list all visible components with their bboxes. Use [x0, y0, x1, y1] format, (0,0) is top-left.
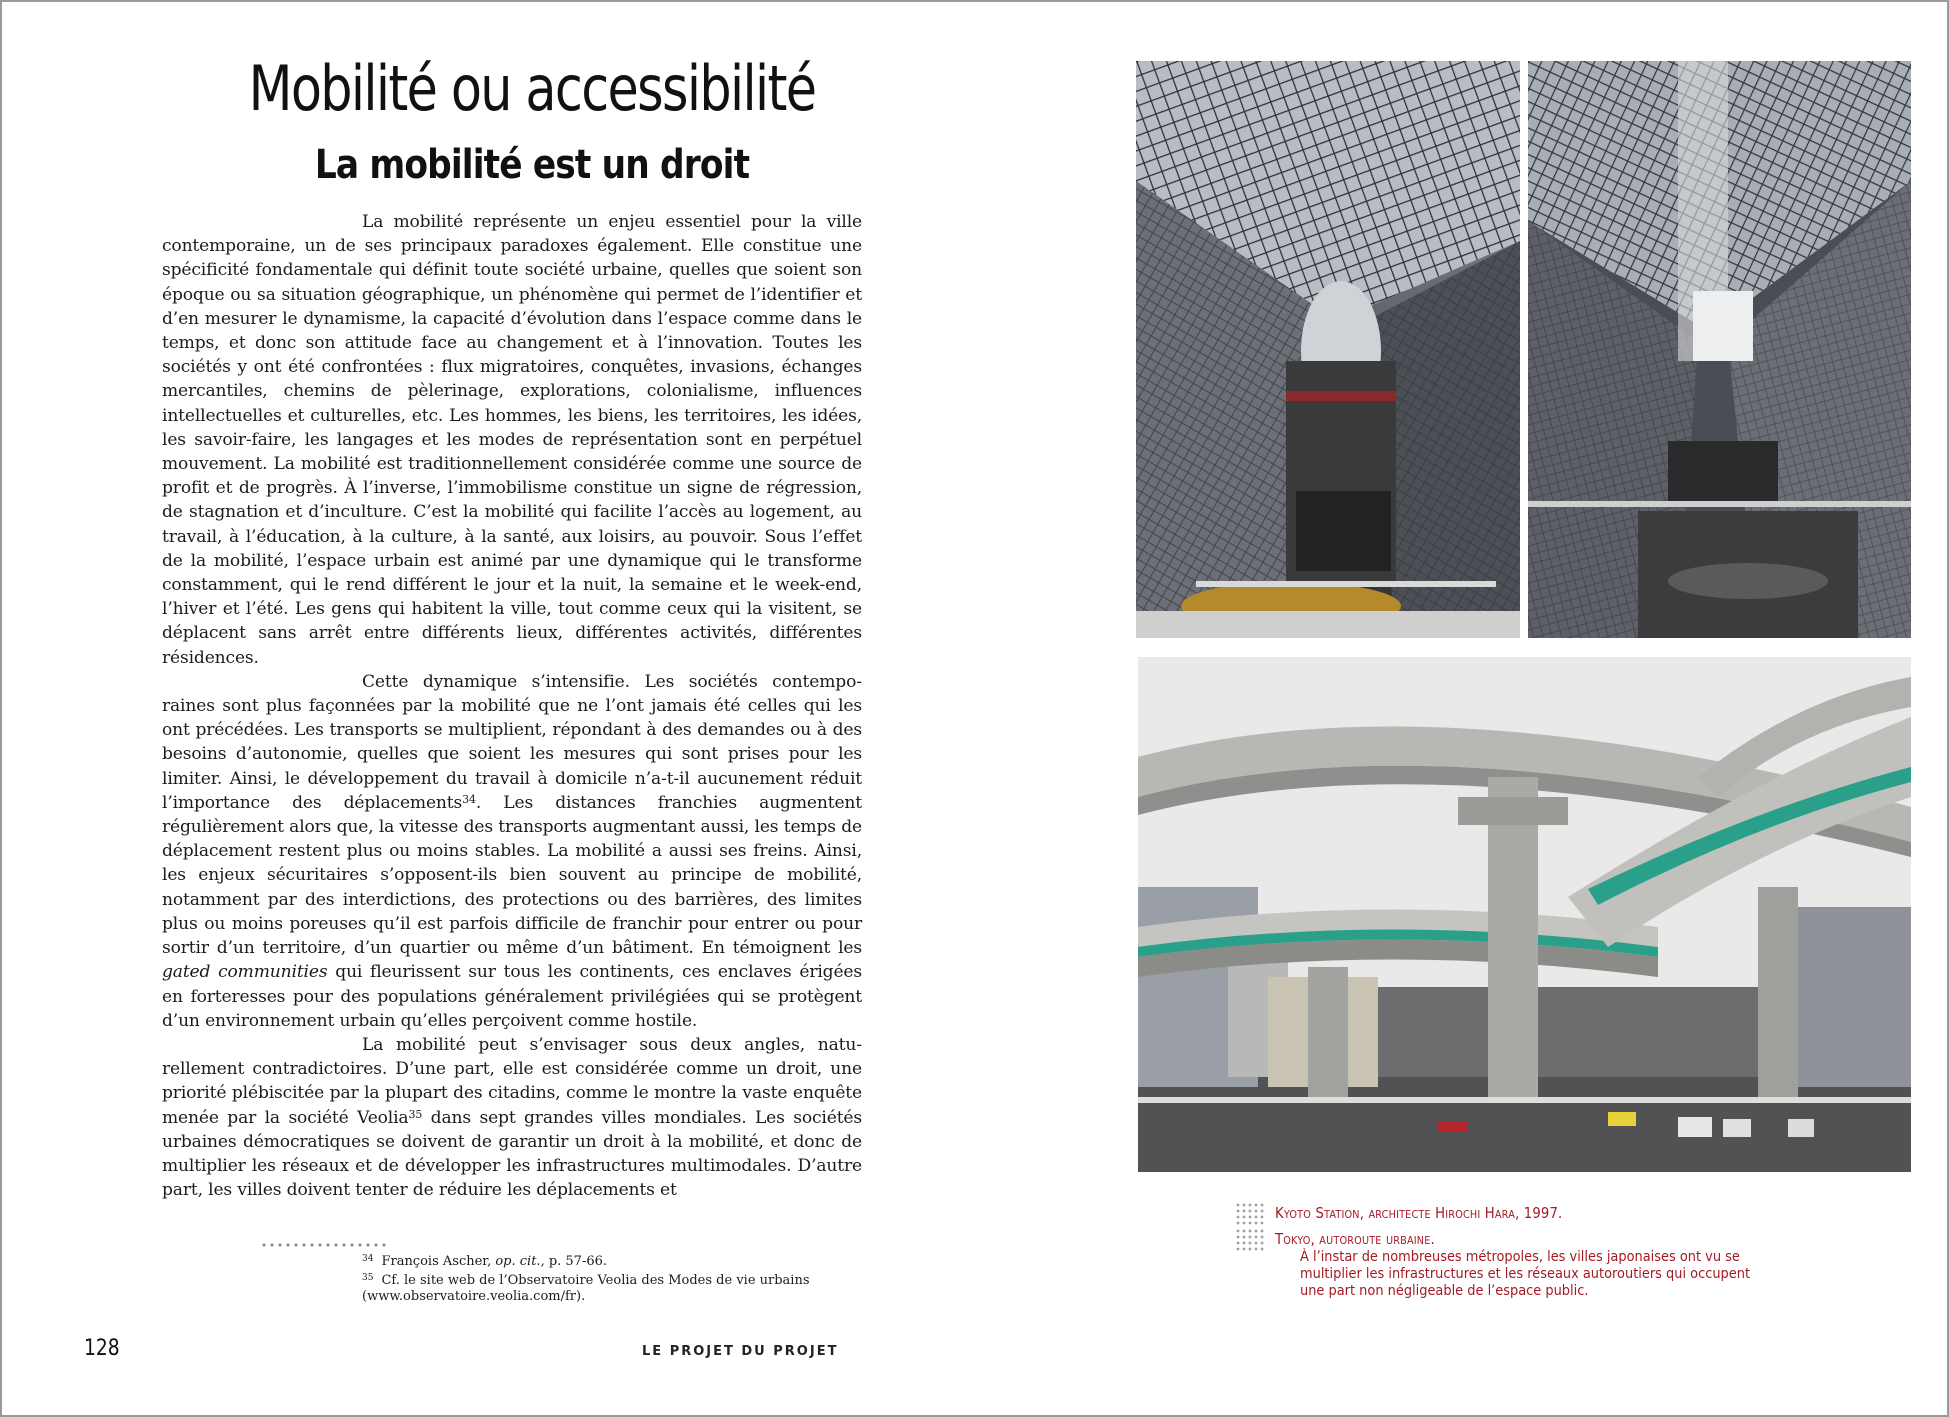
photo-kyoto-station-hall [1528, 61, 1911, 638]
footnote-ref-34: 34 [462, 792, 476, 806]
footnotes [362, 1251, 862, 1305]
italic-term: gated communities [162, 962, 328, 983]
paragraph-1: La mobilité représente un enjeu essentiel pour la ville contemporaine, un de ses principaux paradoxes également. Elle constitue une spécificité fondamentale qui définit toute société urbaine, quelles que soient son époque ou sa situation géographique, un phénomène qui permet de l’identifier et d’en mesurer le dynamisme, la capacité d’évolution dans l’espace comme dans le temps, et donc son attitude face au changement et à l’innovation. Toutes les sociétés y ont été confrontées : flux migratoires, conquêtes, invasions, échanges mercantiles, chemins de pèlerinage, explorations, colonialisme, influences intellectuelles et culturelles, etc. Les hommes, les biens, les territoires, les idées, les savoir-faire, les langages et les modes de représentation sont en perpétuel mouvement. La mobilité est traditionnellement considérée comme une source de profit et de progrès. À l’inverse, l’immobilisme constitue un signe de régression, de stagnation et d’inculture. C’est la mobilité qui facilite l’accès au logement, au travail, à l’éducation, à la culture, à la santé, aux loisirs, au pouvoir. Sous l’effet de la mobilité, l’espace urbain est animé par une dynamique qui le transforme constamment, qui le rend différent le jour et la nuit, la semaine et le week-end, l’hiver et l’été. Les gens qui habitent la ville, tout comme ceux qui la visitent, se déplacent sans arrêt entre différents lieux, différentes activités, différentes résidences. [162, 212, 862, 668]
caption-description: À l’instar de nombreuses métropoles, les villes japonaises ont vu se multiplier les infrastructures et les réseaux autoroutiers qui occupent une part non négligeable de l’espace public. [1300, 1249, 1751, 1299]
body-text [162, 210, 862, 1202]
footnote-separator [260, 1242, 386, 1248]
paragraph-2: Cette dynamique s’intensifie. Les sociétés contemporaines sont plus façonnées par la mobilité que ne l’ont jamais été celles qui les ont précédées. Les transports se multiplient, répondant à des demandes ou à des besoins d’autonomie, quelles que soient les mesures qui sont prises pour les limiter. Ainsi, le développement du travail à domicile n’a-t-il aucunement réduit l’importance des déplacements$^{34}$. Les distances franchies augmentent régulièrement alors que, la vitesse des transports augmentant aussi, les temps de déplacement restent plus ou moins stables. La mobilité a aussi ses freins. Ainsi, les enjeux sécuritaires s’opposent-ils bien souvent au principe de mobilité, notamment par des interdictions, des protections ou des barrières, des limites plus ou moins poreuses qu’il est parfois difficile de franchir pour entrer ou pour sortir d’un territoire, d’un quartier ou même d’un bâtiment. En témoignent les gated communities qui fleurissent sur tous les continents, ces enclaves érigées en forteresses pour des populations généralement privilégiées qui se protègent d’un environnement urbain qu’elles perçoivent comme hostile. [162, 671, 863, 1031]
photo-tokyo-urban-highway [1138, 657, 1911, 1172]
caption-kyoto: Kyoto Station, architecte Hirochi Hara, 1997. [1275, 1204, 1563, 1222]
page-number: 128 [84, 1336, 120, 1361]
paragraph-3: La mobilité peut s’envisager sous deux angles, naturellement contradictoires. D’une part, elle est considérée comme un droit, une priorité plébiscitée par la plupart des citadins, comme le montre la vaste enquête menée par la société Veolia$^{35}$ dans sept grandes villes mondiales. Les sociétés urbaines démocratiques se doivent de garantir un droit à la mobilité, et donc de multiplier les réseaux et de développer les infrastructures multimodales. D’autre part, les villes doivent tenter de réduire les déplacements et [162, 1034, 862, 1201]
photo-kyoto-station-atrium [1136, 61, 1520, 638]
footnote-34: $^{34}$ François Ascher, op. cit., p. 57-66. [362, 1254, 608, 1269]
page-title: Mobilité ou accessibilité [248, 52, 816, 125]
running-footer: LE PROJET DU PROJET [642, 1344, 839, 1359]
section-subtitle: La mobilité est un droit [314, 142, 750, 188]
footnote-35: $^{35}$ Cf. le site web de l’Observatoire Veolia des Modes de vie urbains (www.observatoire.veolia.com/fr). [362, 1273, 810, 1304]
caption-dots-1 [1235, 1202, 1265, 1226]
caption-dots-2 [1235, 1228, 1265, 1252]
caption-tokyo: Tokyo, autoroute urbaine. [1275, 1230, 1435, 1248]
footnote-ref-35: 35 [408, 1107, 423, 1121]
